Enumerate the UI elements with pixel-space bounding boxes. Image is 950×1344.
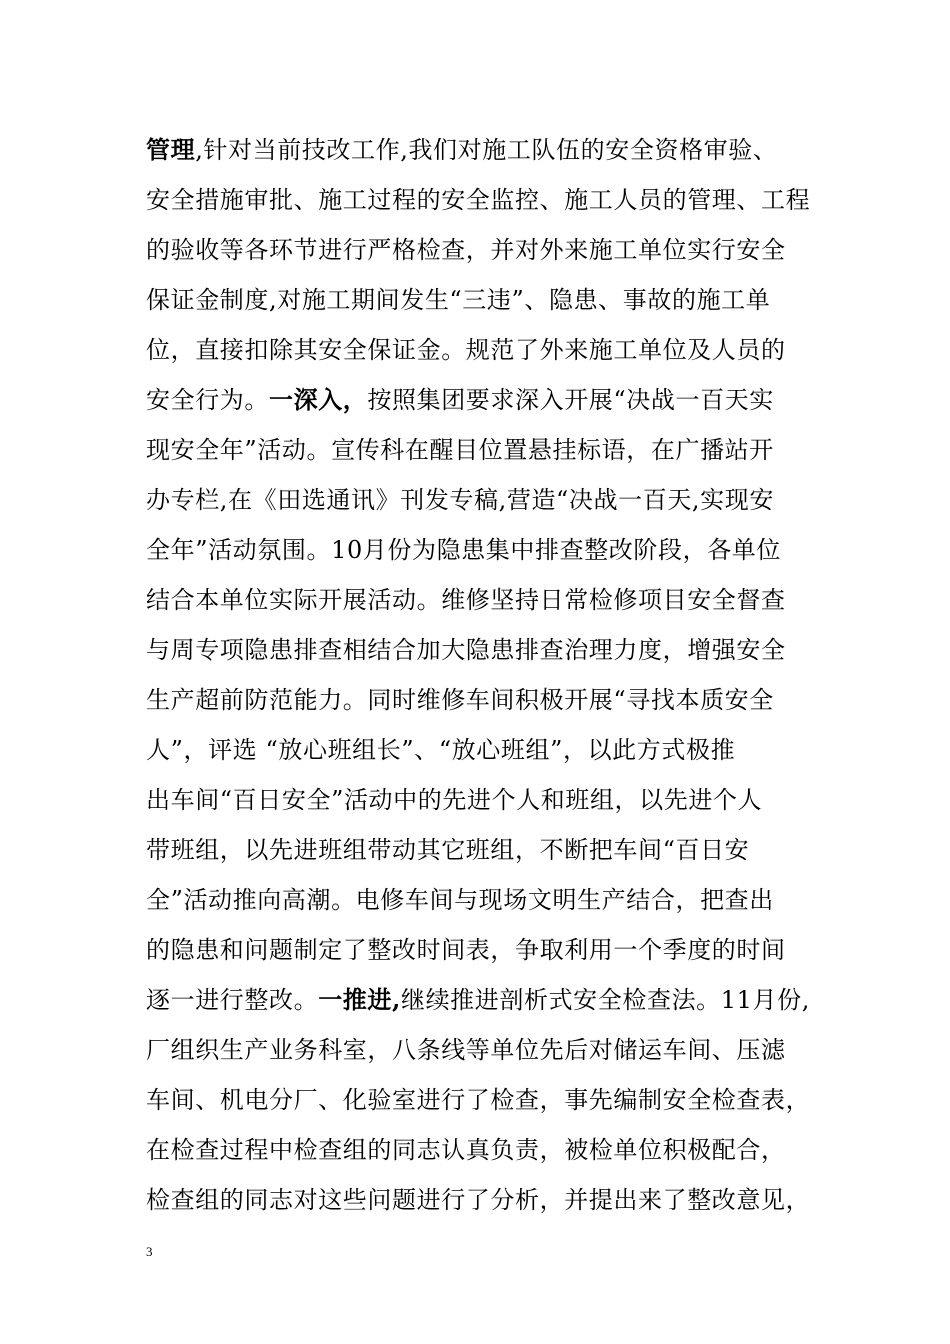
text-segment: 与周专项隐患排查相结合加大隐患排查治理力度，增强安全 [146,636,786,664]
text-line [146,225,826,275]
text-segment: 保证金制度,对施工期间发生“三违”、隐患、事故的施工单 [146,286,771,314]
text-segment: 办专栏,在《田选通讯》刊发专稿,营造“决战一百天,实现安 [146,486,774,514]
text-line [146,275,826,325]
text-segment: 位，直接扣除其安全保证金。规范了外来施工单位及人员的 [146,336,786,364]
text-segment: 带班组，以先进班组带动其它班组，不断把车间“百日安 [146,836,750,864]
text-line [146,425,826,475]
text-segment: 的隐患和问题制定了整改时间表，争取利用一个季度的时间 [146,936,786,964]
text-segment: 安全措施审批、施工过程的安全监控、施工人员的管理、工程 [146,186,811,214]
text-line [146,1075,826,1125]
text-line [146,825,826,875]
text-segment: 厂组织生产业务科室，八条线等单位先后对储运车间、压滤 [146,1036,786,1064]
text-line [146,1125,826,1175]
text-segment: 继续推进剖析式安全检查法。11月份, [400,986,810,1014]
text-segment: 全”活动推向高潮。电修车间与现场文明生产结合，把查出 [146,886,774,914]
text-line [146,125,826,175]
text-segment: 全年”活动氛围。10月份为隐患集中排查整改阶段，各单位 [146,536,782,564]
text-line [146,525,826,575]
text-line [146,325,826,375]
text-line [146,1175,826,1225]
bold-heading: 管理 [146,135,196,164]
text-segment: 在检查过程中检查组的同志认真负责，被检单位积极配合， [146,1136,786,1164]
body-text [146,125,826,1225]
text-segment: 出车间“百日安全”活动中的先进个人和班组，以先进个人 [146,786,763,814]
text-line [146,925,826,975]
text-line [146,475,826,525]
text-segment: 检查组的同志对这些问题进行了分析，并提出来了整改意见， [146,1186,811,1214]
text-line [146,575,826,625]
text-segment: 生产超前防范能力。同时维修车间积极开展“寻找本质安全 [146,686,774,714]
text-segment: 的验收等各环节进行严格检查，并对外来施工单位实行安全 [146,236,786,264]
bold-heading: 一深入， [269,385,368,414]
text-segment: 逐一进行整改。 [146,986,319,1014]
text-line [146,875,826,925]
text-segment: 安全行为。 [146,386,269,414]
text-line [146,1025,826,1075]
text-segment: 现安全年”活动。宣传科在醒目位置悬挂标语，在广播站开 [146,436,774,464]
text-segment: ,针对当前技改工作,我们对施工队伍的安全资格审验、 [195,136,778,164]
text-segment: 按照集团要求深入开展“决战一百天实 [367,386,774,414]
text-line [146,175,826,225]
text-line [146,625,826,675]
text-line [146,375,826,425]
text-segment: 车间、机电分厂、化验室进行了检查，事先编制安全检查表， [146,1086,811,1114]
text-segment: 结合本单位实际开展活动。维修坚持日常检修项目安全督查 [146,586,786,614]
text-segment: 人”，评选 “放心班组长”、“放心班组”，以此方式极推 [146,736,736,764]
page-number: 3 [146,1244,153,1259]
text-line [146,675,826,725]
text-line [146,775,826,825]
text-line [146,975,826,1025]
bold-heading: 一推进, [318,985,401,1014]
text-line [146,725,826,775]
